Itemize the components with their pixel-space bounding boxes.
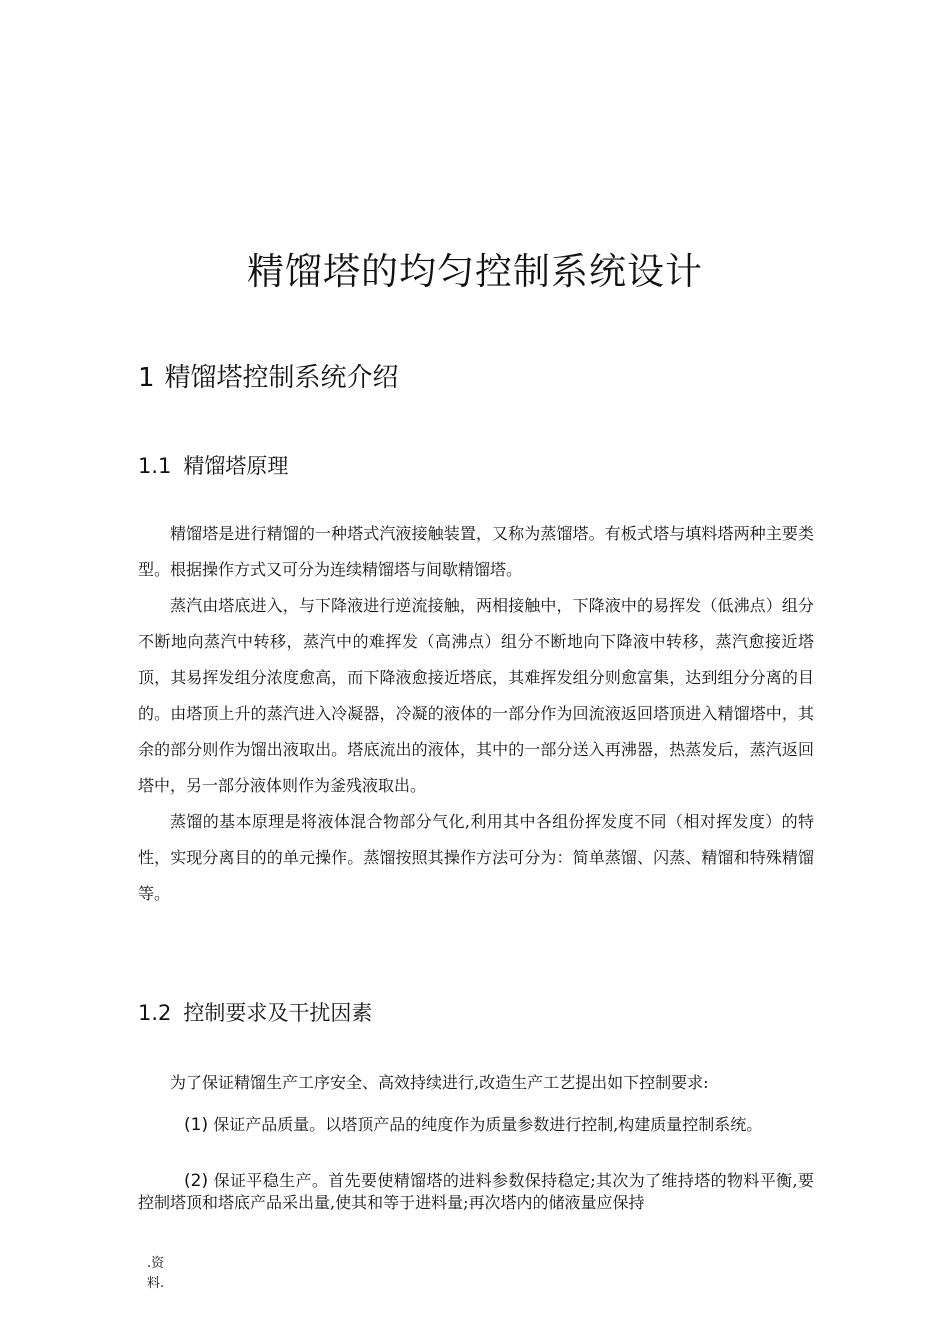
section-1-title: 精馏塔控制系统介绍 bbox=[164, 363, 399, 393]
section-1-1-heading bbox=[138, 451, 288, 481]
section-1-heading bbox=[138, 360, 399, 396]
page-footer bbox=[147, 1254, 187, 1294]
document-title: 精馏塔的均匀控制系统设计 bbox=[247, 250, 703, 293]
section-1-2-heading bbox=[138, 998, 372, 1028]
footer-line: 料. bbox=[147, 1276, 165, 1291]
paragraph: 为了保证精馏生产工序安全、高效持续进行,改造生产工艺提出如下控制要求: bbox=[170, 1073, 709, 1092]
requirement-label: (2) bbox=[184, 1171, 209, 1191]
section-1-2-title: 控制要求及干扰因素 bbox=[183, 1001, 373, 1025]
section-1-2-number: 1.2 bbox=[138, 1001, 172, 1025]
paragraph: 蒸汽由塔底进入，与下降液进行逆流接触，两相接触中，下降液中的易挥发（低沸点）组分不断地向蒸汽中转移，蒸汽中的难挥发（高沸点）组分不断地向下降液中转移，蒸汽愈接近塔顶，其易挥发组分浓度愈高，而下降液愈接近塔底，其难挥发组分则愈富集，达到组分分离的目的。由塔顶上升的蒸汽进入冷凝器，冷凝的液体的一部分作为回流液返回塔顶进入精馏塔中，其余的部分则作为馏出液取出。塔底流出的液体，其中的一部分送入再沸器，热蒸发后，蒸汽返回塔中，另一部分液体则作为釜残液取出。 bbox=[138, 596, 814, 795]
section-1-number: 1 bbox=[138, 363, 155, 393]
section-1-1-title: 精馏塔原理 bbox=[183, 454, 289, 478]
footer-line: .资 bbox=[147, 1256, 165, 1271]
section-1-2-intro bbox=[138, 1065, 814, 1101]
paragraph: 精馏塔是进行精馏的一种塔式汽液接触装置，又称为蒸馏塔。有板式塔与填料塔两种主要类型。根据操作方式又可分为连续精馏塔与间歇精馏塔。 bbox=[138, 524, 814, 579]
requirement-text: 保证平稳生产。首先要使精馏塔的进料参数保持稳定;其次为了维持塔的物料平衡,要控制塔顶和塔底产品采出量,使其和等于进料量;再次塔内的储液量应保持 bbox=[138, 1171, 814, 1212]
requirement-item-1 bbox=[138, 1114, 814, 1136]
requirement-label: (1) bbox=[184, 1115, 209, 1135]
section-1-1-number: 1.1 bbox=[138, 454, 172, 478]
requirement-item-2 bbox=[138, 1170, 814, 1214]
section-1-1-body bbox=[138, 516, 814, 912]
requirement-text: 保证产品质量。以塔顶产品的纯度作为质量参数进行控制,构建质量控制系统。 bbox=[213, 1115, 763, 1134]
paragraph: 蒸馏的基本原理是将液体混合物部分气化,利用其中各组份挥发度不同（相对挥发度）的特性，实现分离目的的单元操作。蒸馏按照其操作方法可分为：简单蒸馏、闪蒸、精馏和特殊精馏等。 bbox=[138, 812, 814, 903]
